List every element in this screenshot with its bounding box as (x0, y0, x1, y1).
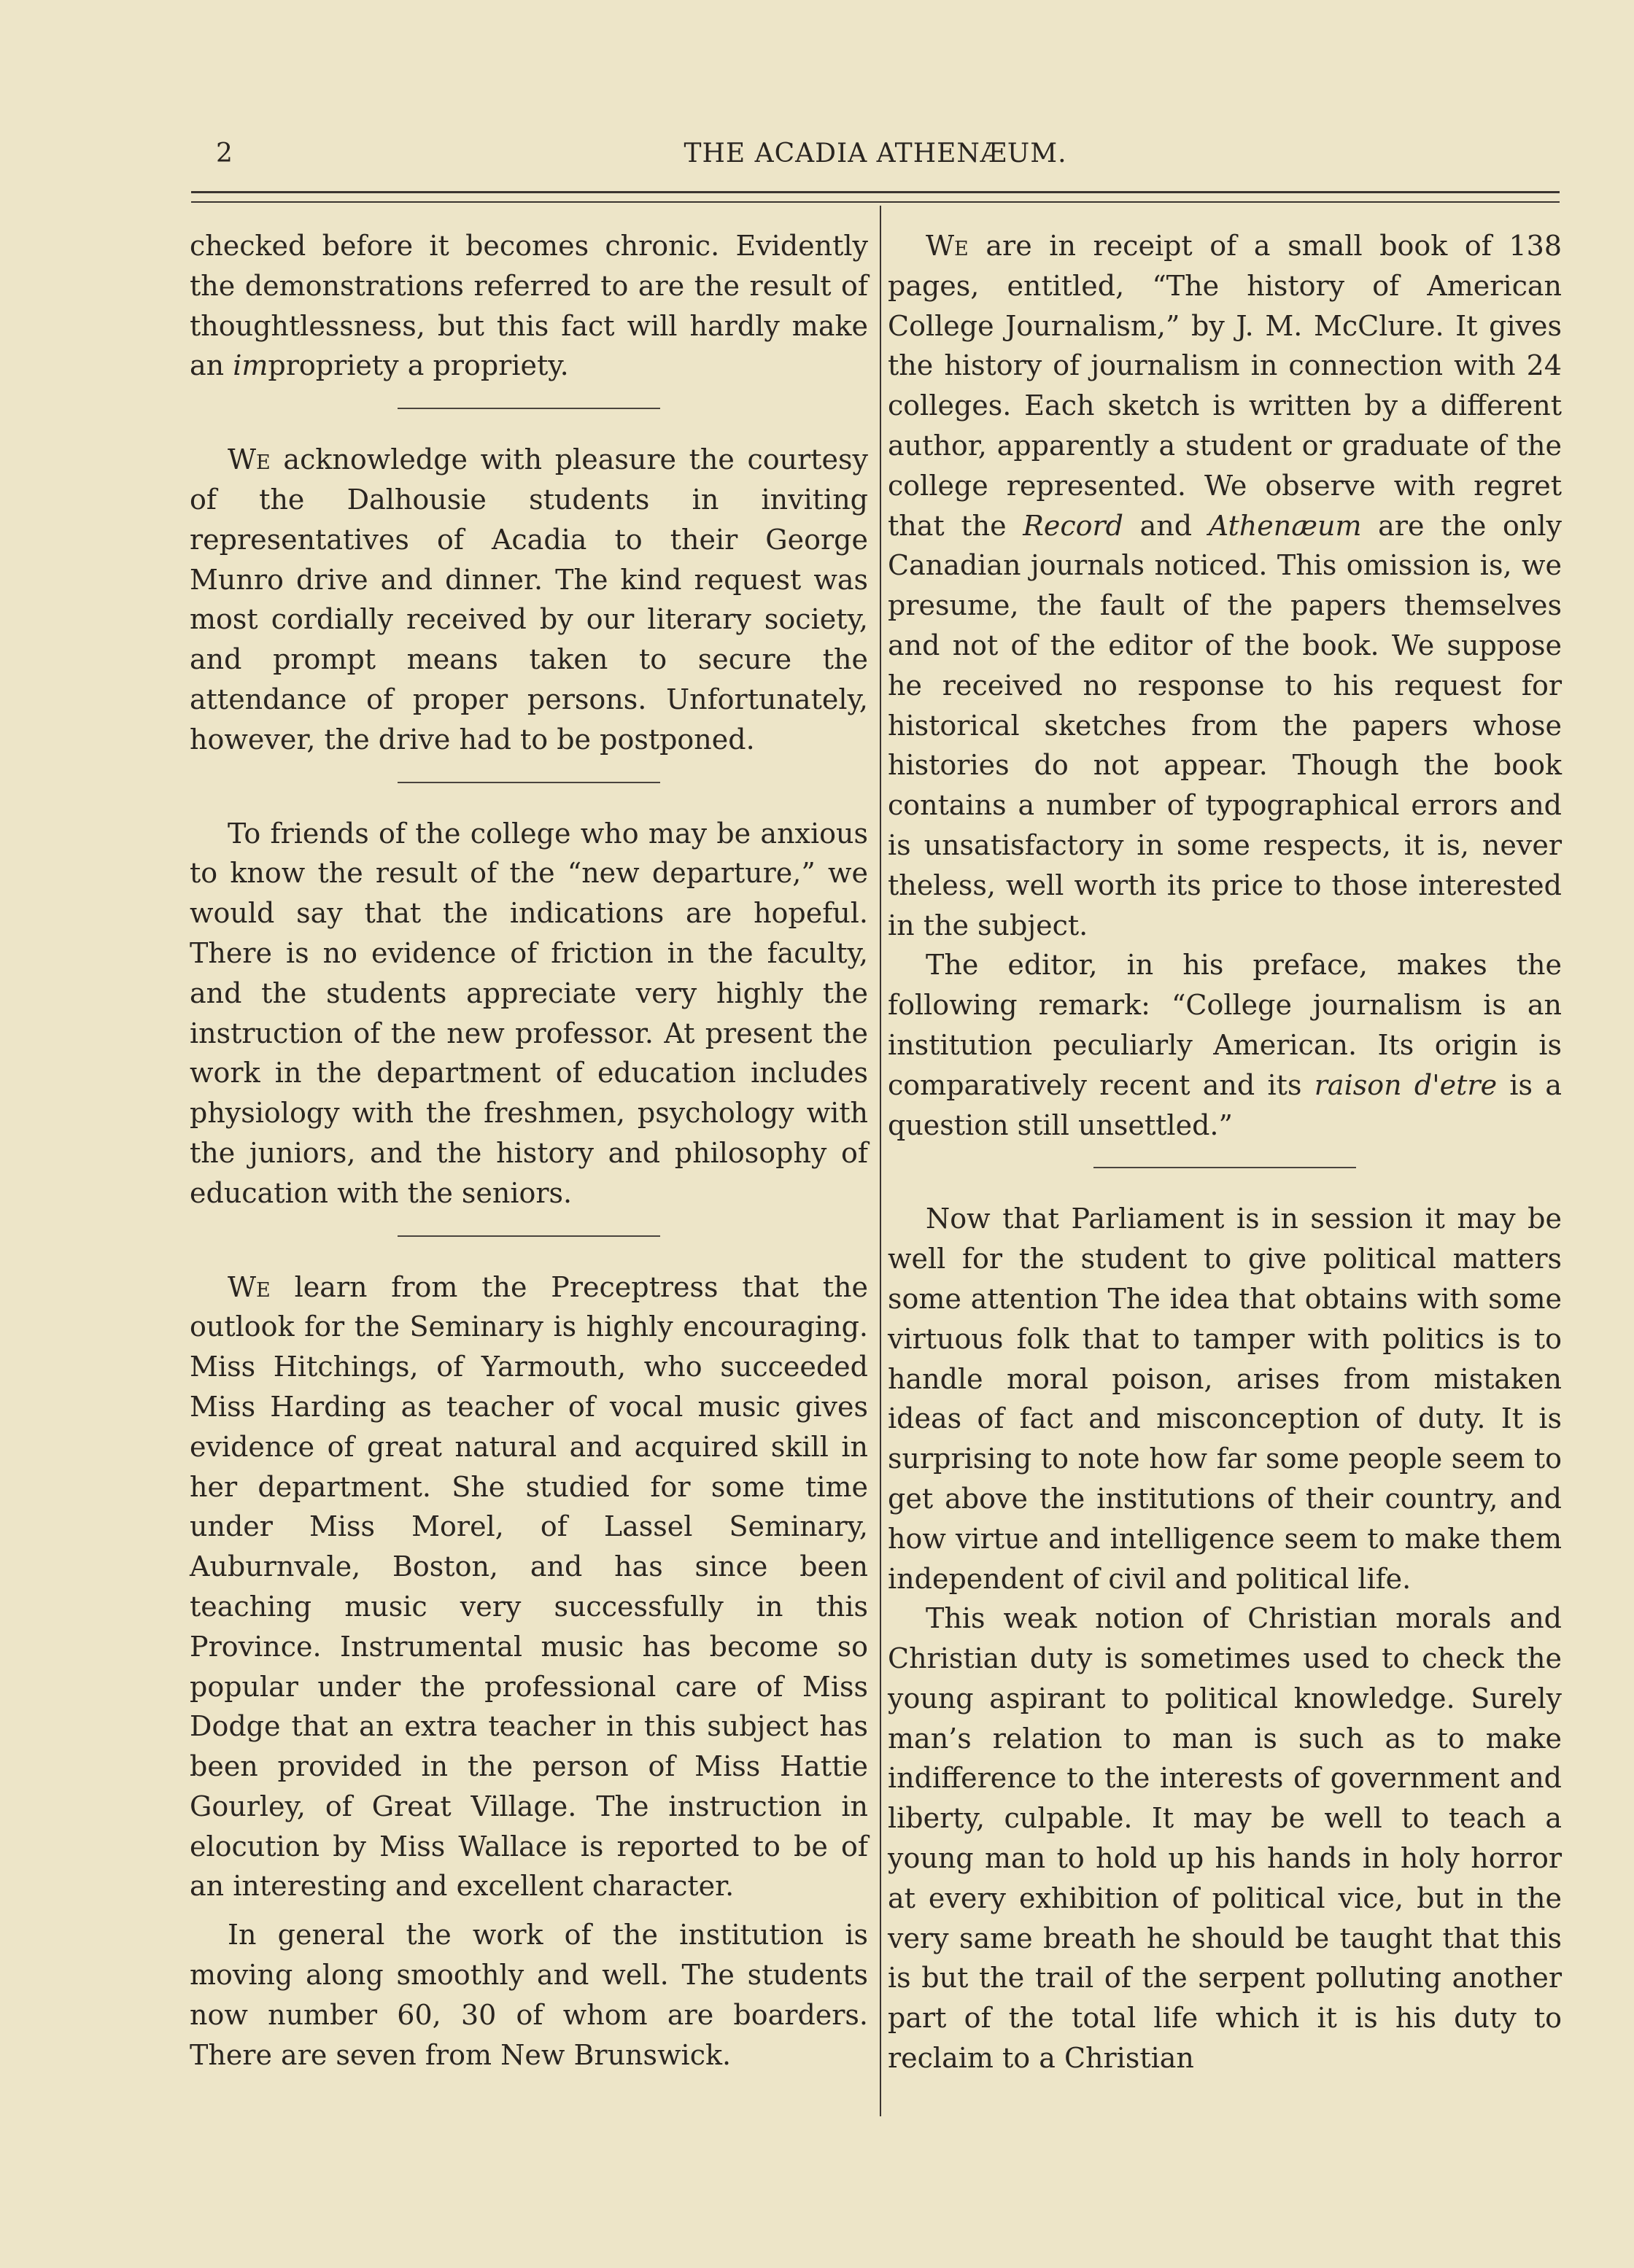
header-rule-thick (191, 191, 1560, 193)
section-divider (1093, 1167, 1356, 1168)
right-column (888, 226, 1562, 2078)
section-divider (398, 1235, 660, 1237)
left-paragraph-1: checked before it becomes chronic. Evidently the demonstrations referred to are the result of thoughtlessness, but this fact will hardly make an impropriety a propriety. (190, 230, 868, 382)
left-paragraph-2: We acknowledge with pleasure the courtesy of the Dalhousie students in inviting representatives of Acadia to their George Munro drive and dinner. The kind request was most cordially received by our literary society, and prompt means taken to secure the attendance of proper persons. Unfortunately, however, the drive had to be postponed. (190, 443, 868, 756)
page-header (190, 139, 1561, 182)
left-paragraph-3: To friends of the college who may be anxious to know the result of the “new departure,” we would say that the indications are hopeful. There is no evidence of friction in the faculty, and the students appreciate very highly the instruction of the new professor. At present the work in the department of education includes physiology with the freshmen, psychology with the juniors, and the history and philosophy of education with the seniors. (190, 817, 868, 1209)
right-paragraph-1: We are in receipt of a small book of 138 pages, entitled, “The history of American College Journalism,” by J. M. McClure. It gives the history of journalism in connection with 24 colleges. Each sketch is written by a different author, apparently a student or graduate of the college represented. We observe with regret that the Record and Athenæum are the only Canadian journals noticed. This omission is, we presume, the fault of the papers themselves and not of the editor of the book. We suppose he received no response to his request for historical sketches from the papers whose histories do not appear. Though the book contains a number of typographical errors and is unsatisfactory in some respects, it is, never theless, well worth its price to those interested in the subject. (888, 230, 1562, 941)
column-divider (880, 206, 881, 2116)
left-paragraph-4: We learn from the Preceptress that the outlook for the Seminary is highly encouraging. Miss Hitchings, of Yarmouth, who succeeded Miss Harding as teacher of vocal music gives evidence of great natural and acquired skill in her department. She studied for some time under Miss Morel, of Lassel Seminary, Auburnvale, Boston, and has since been teaching music very successfully in this Province. Instrumental music has become so popular under the professional care of Miss Dodge that an extra teacher in this subject has been provided in the person of Miss Hattie Gourley, of Great Village. The instruction in elocution by Miss Wallace is reported to be of an interesting and excellent character. (190, 1270, 868, 1903)
running-title: THE ACADIA ATHENÆUM. (684, 139, 1067, 168)
left-paragraph-5: In general the work of the institution is moving along smoothly and well. The students now number 60, 30 of whom are boarders. There are seven from New Brunswick. (190, 1919, 868, 2071)
right-paragraph-4: This weak notion of Christian morals and Christian duty is sometimes used to check the young aspirant to political knowledge. Surely man’s relation to man is such as to make indifference to the interests of government and liberty, culpable. It may be well to teach a young man to hold up his hands in holy horror at every exhibition of political vice, but in the very same breath he should be taught that this is but the trail of the serpent polluting another part of the total life which it is his duty to reclaim to a Christian (888, 1602, 1562, 2075)
header-rule-thin (191, 201, 1560, 203)
right-paragraph-2: The editor, in his preface, makes the following remark: “College journalism is an institution peculiarly American. Its origin is comparatively recent and its raison d'etre is a question still unsettled.” (888, 949, 1563, 1141)
section-divider (398, 782, 660, 783)
left-column (190, 226, 868, 2075)
section-divider (398, 408, 660, 409)
right-paragraph-3: Now that Parliament is in session it may be well for the student to give political matters some attention The idea that obtains with some virtuous folk that to tamper with politics is to handle moral poison, arises from mistaken ideas of fact and misconception of duty. It is surprising to note how far some people seem to get above the institutions of their country, and how virtue and intelligence seem to make them independent of civil and political life. (888, 1203, 1562, 1595)
page-number: 2 (216, 139, 233, 168)
